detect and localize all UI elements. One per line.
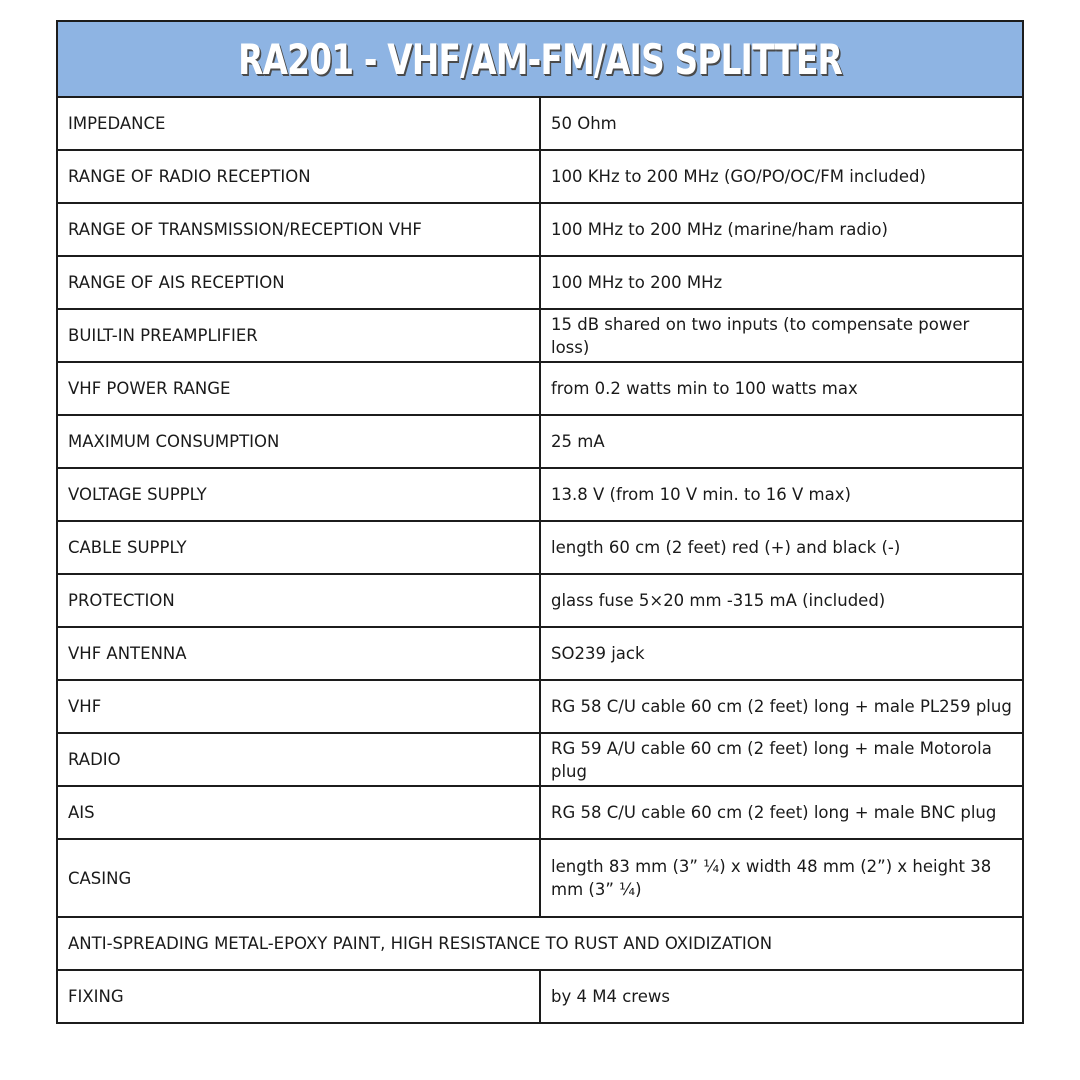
spec-row-radio-reception <box>57 150 1023 203</box>
spec-full-width-note: ANTI-SPREADING METAL-EPOXY PAINT, HIGH RESISTANCE TO RUST AND OXIDIZATION <box>57 917 1023 970</box>
spec-label: RANGE OF RADIO RECEPTION <box>57 150 540 203</box>
spec-value: RG 58 C/U cable 60 cm (2 feet) long + male BNC plug <box>540 786 1023 839</box>
spec-value: from 0.2 watts min to 100 watts max <box>540 362 1023 415</box>
spec-value: 15 dB shared on two inputs (to compensate power loss) <box>540 309 1023 362</box>
spec-value: 25 mA <box>540 415 1023 468</box>
spec-row-preamplifier <box>57 309 1023 362</box>
spec-value: 100 MHz to 200 MHz <box>540 256 1023 309</box>
spec-label: VHF <box>57 680 540 733</box>
spec-label: CABLE SUPPLY <box>57 521 540 574</box>
spec-row-vhf-antenna <box>57 627 1023 680</box>
spec-value: 50 Ohm <box>540 97 1023 150</box>
spec-label: VOLTAGE SUPPLY <box>57 468 540 521</box>
spec-row-paint <box>57 917 1023 970</box>
spec-row-ais-reception <box>57 256 1023 309</box>
spec-row-cable-supply <box>57 521 1023 574</box>
spec-row-impedance <box>57 97 1023 150</box>
spec-label: RANGE OF TRANSMISSION/RECEPTION VHF <box>57 203 540 256</box>
spec-row-protection <box>57 574 1023 627</box>
spec-row-vhf-range <box>57 203 1023 256</box>
spec-label: CASING <box>57 839 540 917</box>
spec-value: 13.8 V (from 10 V min. to 16 V max) <box>540 468 1023 521</box>
title-row <box>57 21 1023 97</box>
spec-label: MAXIMUM CONSUMPTION <box>57 415 540 468</box>
spec-row-voltage <box>57 468 1023 521</box>
spec-value: length 60 cm (2 feet) red (+) and black (-) <box>540 521 1023 574</box>
spec-row-casing <box>57 839 1023 917</box>
spec-row-fixing <box>57 970 1023 1023</box>
spec-label: VHF POWER RANGE <box>57 362 540 415</box>
spec-label: PROTECTION <box>57 574 540 627</box>
spec-label: RANGE OF AIS RECEPTION <box>57 256 540 309</box>
spec-row-power-range <box>57 362 1023 415</box>
spec-label: IMPEDANCE <box>57 97 540 150</box>
spec-value: by 4 M4 crews <box>540 970 1023 1023</box>
spec-value: RG 59 A/U cable 60 cm (2 feet) long + male Motorola plug <box>540 733 1023 786</box>
spec-label: AIS <box>57 786 540 839</box>
spec-table <box>56 20 1024 1024</box>
table-title <box>57 21 1023 97</box>
spec-row-consumption <box>57 415 1023 468</box>
spec-value: SO239 jack <box>540 627 1023 680</box>
spec-row-ais <box>57 786 1023 839</box>
spec-label: RADIO <box>57 733 540 786</box>
spec-row-radio <box>57 733 1023 786</box>
spec-value: glass fuse 5×20 mm -315 mA (included) <box>540 574 1023 627</box>
spec-value: 100 KHz to 200 MHz (GO/PO/OC/FM included) <box>540 150 1023 203</box>
spec-value: length 83 mm (3” ¼) x width 48 mm (2”) x height 38 mm (3” ¼) <box>540 839 1023 917</box>
spec-value: RG 58 C/U cable 60 cm (2 feet) long + male PL259 plug <box>540 680 1023 733</box>
spec-row-vhf <box>57 680 1023 733</box>
table-title-text: RA201 - VHF/AM-FM/AIS SPLITTER <box>238 34 842 84</box>
spec-label: VHF ANTENNA <box>57 627 540 680</box>
spec-label: BUILT-IN PREAMPLIFIER <box>57 309 540 362</box>
spec-value: 100 MHz to 200 MHz (marine/ham radio) <box>540 203 1023 256</box>
spec-label: FIXING <box>57 970 540 1023</box>
